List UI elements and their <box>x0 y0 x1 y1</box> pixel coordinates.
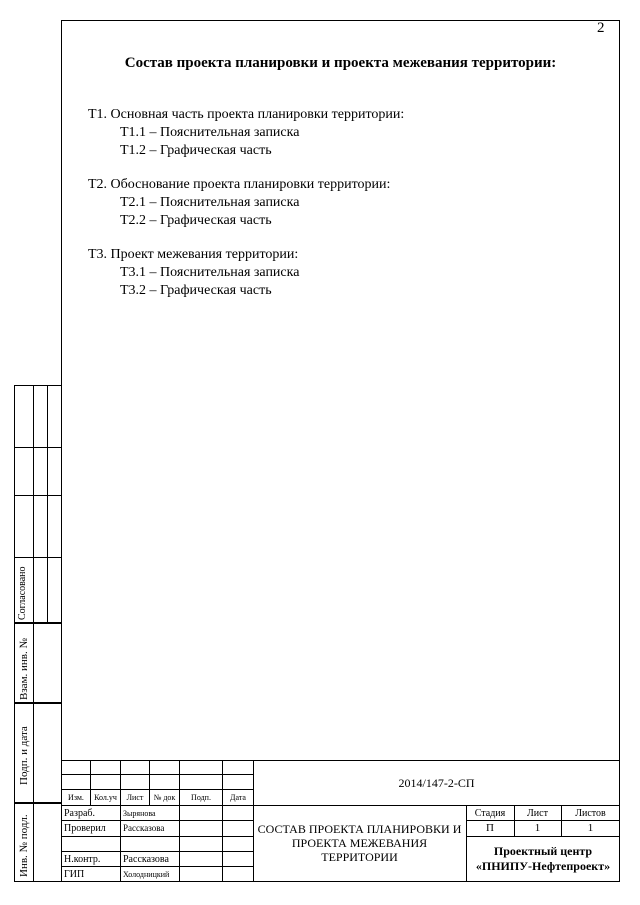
stage-label: Стадия <box>474 808 506 819</box>
podp-data-label: Подп. и дата <box>18 726 30 785</box>
name-cell: Холодницкий <box>123 870 170 879</box>
header-kol: Кол.уч <box>94 793 117 802</box>
section-heading: Т1. Основная часть проекта планировки территории: <box>88 107 405 122</box>
agreed-label: Согласовано <box>17 566 28 620</box>
section-item: Т1.2 – Графическая часть <box>120 143 272 158</box>
header-ndok: № док <box>153 793 176 802</box>
section-1 <box>88 106 404 160</box>
stage-value: П <box>486 822 494 834</box>
vzam-label: Взам. инв. № <box>18 638 30 700</box>
inv-podl-label: Инв. № подл. <box>18 814 30 877</box>
sheets-value: 1 <box>587 822 594 834</box>
section-item: Т2.1 – Пояснительная записка <box>120 195 300 210</box>
header-data: Дата <box>230 793 246 802</box>
section-3 <box>88 246 404 300</box>
company-name: Проектный центр «ПНИПУ-Нефтепроект» <box>475 844 611 873</box>
header-izm: Изм. <box>68 793 84 802</box>
role-cell: Н.контр. <box>64 854 101 865</box>
page-number: 2 <box>597 20 605 36</box>
doc-code: 2014/147-2-СП <box>398 776 475 790</box>
doc-title: СОСТАВ ПРОЕКТА ПЛАНИРОВКИ И ПРОЕКТА МЕЖЕВАНИЯ ТЕРРИТОРИИ <box>257 822 462 864</box>
sheet-label: Лист <box>527 808 548 819</box>
section-item: Т3.2 – Графическая часть <box>120 283 272 298</box>
sheets-label: Листов <box>575 808 606 819</box>
section-item: Т3.1 – Пояснительная записка <box>120 265 300 280</box>
section-heading: Т3. Проект межевания территории: <box>88 247 299 262</box>
header-podp: Подп. <box>191 793 211 802</box>
section-item: Т1.1 – Пояснительная записка <box>120 125 300 140</box>
section-heading: Т2. Обоснование проекта планировки территории: <box>88 177 391 192</box>
role-cell: Разраб. <box>64 808 95 819</box>
role-cell: ГИП <box>64 869 85 880</box>
section-2 <box>88 176 404 230</box>
name-cell: Зырянова <box>123 809 156 818</box>
name-cell: Рассказова <box>123 823 165 833</box>
header-list: Лист <box>126 793 144 802</box>
sheet-value: 1 <box>534 822 541 834</box>
section-item: Т2.2 – Графическая часть <box>120 213 272 228</box>
contents-list <box>88 106 404 316</box>
role-cell: Проверил <box>64 823 106 834</box>
page-title: Состав проекта планировки и проекта межевания территории: <box>124 55 557 71</box>
name-cell: Рассказова <box>123 854 169 865</box>
